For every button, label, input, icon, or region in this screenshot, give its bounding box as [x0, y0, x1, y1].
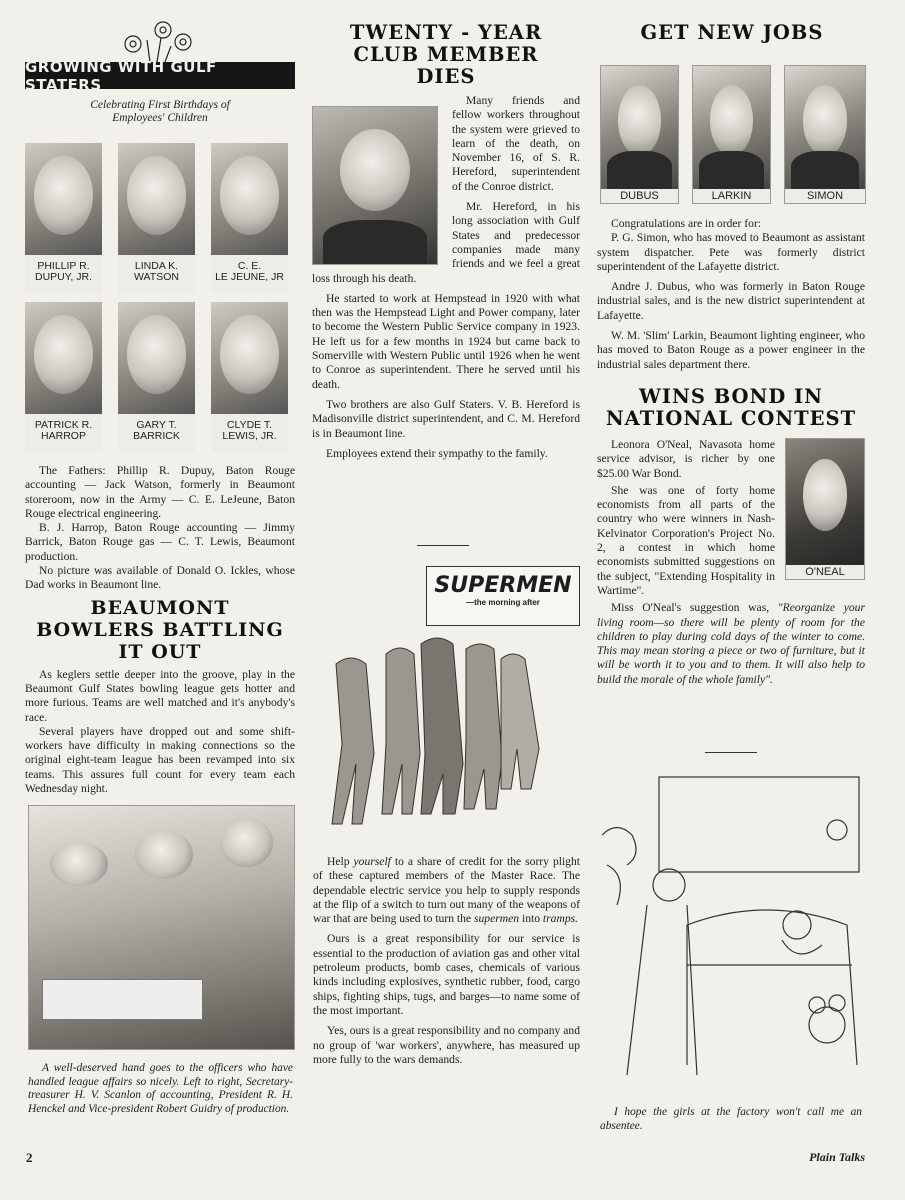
growing-with-gulf-staters-logo: GROWING WITH GULF STATERS	[25, 62, 295, 89]
bowlers-article: As keglers settle deeper into the groove, play in the Beaumont Gulf States bowling league gets hotter and more furious. Teams are well matched and it's anybody's race. Several players have dropped out and some shift-workers have difficulty in making connections so the original eight-team league has been revamped into six teams. This assures full count for every team each Wednesday night.	[25, 667, 295, 796]
baby-photo: LINDA K. WATSON	[118, 143, 195, 293]
cartoon-caption: I hope the girls at the factory won't call me an absentee.	[600, 1106, 862, 1132]
divider	[705, 752, 757, 753]
subtitle: Celebrating First Birthdays of Employees' Children	[90, 99, 230, 124]
right-column	[597, 22, 867, 44]
baby-photo: PHILLIP R. DUPUY, JR.	[25, 143, 102, 293]
obituary-article: Many friends and fellow workers throughout the system were grieved to learn of the death, on November 16, of S. R. Hereford, superintendent of the Conroe district. Mr. Hereford, in his long association with Gulf States and predecessor companies made many friends and we feel a great loss through his death. He started to work at Hempstead in 1920 with what then was the Hempstead Light and Power company, later to become the Western Public Service company in 1923. He left us for a few months in 1924 but came back to Somerville with Western Public until 1926 when he went to Conroe as superintendent. There he served until his death. Two brothers are also Gulf Staters. V. B. Hereford is Madisonville district superintendent, and C. M. Hereford is in Beaumont line. Employees extend their sympathy to the family.	[312, 94, 580, 460]
simon-photo: SIMON	[784, 65, 866, 204]
baby-photo: CLYDE T. LEWIS, JR.	[211, 302, 288, 452]
bond-article: O'NEAL Leonora O'Neal, Navasota home service advisor, is richer by one $25.00 War Bond. She was one of forty home economists from all parts of the country who were winners in Nash-Kelvinator Corporation's Project No. 2, a contest in which home economists submitted suggestions on the subject, "Extending Hospitality in Wartime". Miss O'Neal's suggestion was, "Reorganize your living room—so there will be plenty of room for the children to play during cold days of the winter to come. This may mean storing a piece or two of furniture, but it will be worth it to you and to them. It will also help to build the morale of the whole family".	[597, 437, 865, 686]
fathers-text: The Fathers: Phillip R. Dupuy, Baton Rouge accounting — Jack Watson, formerly in Beaumont storeroom, now in the Army — C. E. LeJeune, Baton Rouge electrical engineering. B. J. Harrop, Baton Rouge accounting — Jimmy Barrick, Baton Rouge gas — C. T. Lewis, Beaumont production. No picture was available of Donald O. Ickles, whose Dad works in Beaumont line. BEAUMONT BOWLERS BATTLING IT OUT As keglers settle deeper into the groove, play in the Beaumont Gulf States bowling league gets hotter and more furious. Teams are well matched and it's anybody's race. Several players have dropped out and some shift-workers have difficulty in making connections so the original eight-team league has been revamped into six teams. This assures full count for every team each Wednesday night.	[25, 464, 295, 796]
bowlers-headline: BEAUMONT BOWLERS BATTLING IT OUT	[36, 596, 284, 663]
middle-column	[312, 22, 580, 467]
new-jobs-headline: GET NEW JOBS	[640, 21, 824, 44]
captured-soldiers-drawing	[316, 634, 556, 834]
supermen-illustration	[316, 566, 582, 831]
supermen-text: Help yourself to a share of credit for the sorry plight of these captured members of the Master Race. The dependable electric service you help to supply responds at the flip of a switch to turn out many of the weapons of war that are being used to turn the supermen into tramps. Ours is a great responsibility for our service is essential to the production of aviation gas and other vital petroleum products, bomb cases, chemicals of various kinds including explosives, synthetic rubber, food, cargo ships, fighting ships, tugs, and barges—to name some of the most important. Yes, ours is a great responsibility and no company and no group of 'war workers', anywhere, has measured up more fully to the wars demands.	[313, 855, 581, 1066]
obituary-headline: TWENTY - YEAR CLUB MEMBER DIES	[349, 21, 543, 88]
page-number: 2	[26, 1150, 33, 1165]
bowlers-caption: A well-deserved hand goes to the officers who have handled league affairs so nicely. Left to right, Secretary-treasurer H. V. Scanlon of accounting, President R. H. Henckel and Vice-president Robert Guidry of production.	[28, 1062, 293, 1115]
larkin-photo: LARKIN	[692, 65, 771, 204]
left-column	[25, 18, 295, 125]
bowling-officers-photo	[28, 805, 295, 1050]
hereford-portrait	[312, 106, 438, 265]
baby-photo: GARY T. BARRICK	[118, 302, 195, 452]
supermen-banner: SUPERMEN —the morning after	[426, 566, 580, 626]
divider	[417, 545, 469, 546]
dubus-photo: DUBUS	[600, 65, 679, 204]
magazine-footer: Plain Talks	[809, 1150, 865, 1164]
new-jobs-article: Congratulations are in order for: P. G. Simon, who has moved to Beaumont as assistant system dispatcher. Pete was formerly district superintendent of the Lafayette district. Andre J. Dubus, who was formerly in Baton Rouge industrial sales, and is the new district superintendent at Lafayette. W. M. 'Slim' Larkin, Beaumont lighting engineer, who has moved to Baton Rouge as a power engineer in the industrial sales department there. WINS BOND IN NATIONAL CONTEST O'NEAL Leonora O'Neal, Navasota home service advisor, is richer by one $25.00 War Bond. She was one of forty home economists from all parts of the country who were winners in Nash-Kelvinator Corporation's Project No. 2, a contest in which home economists submitted suggestions on the subject, "Extending Hospitality in Wartime". Miss O'Neal's suggestion was, "Reorganize your living room—so there will be plenty of room for the children to play during cold days of the winter to come. This may mean storing a piece or two of furniture, but it will be worth it to you and to them. It will also help to build the morale of the whole family".	[597, 217, 865, 686]
absentee-cartoon	[597, 775, 865, 1097]
bond-headline: WINS BOND IN NATIONAL CONTEST	[605, 384, 857, 430]
flower-pot-icon	[25, 18, 295, 62]
baby-photo: PATRICK R. HARROP	[25, 302, 102, 452]
oneal-photo: O'NEAL	[785, 438, 865, 580]
baby-photo: C. E. LE JEUNE, JR	[211, 143, 288, 293]
